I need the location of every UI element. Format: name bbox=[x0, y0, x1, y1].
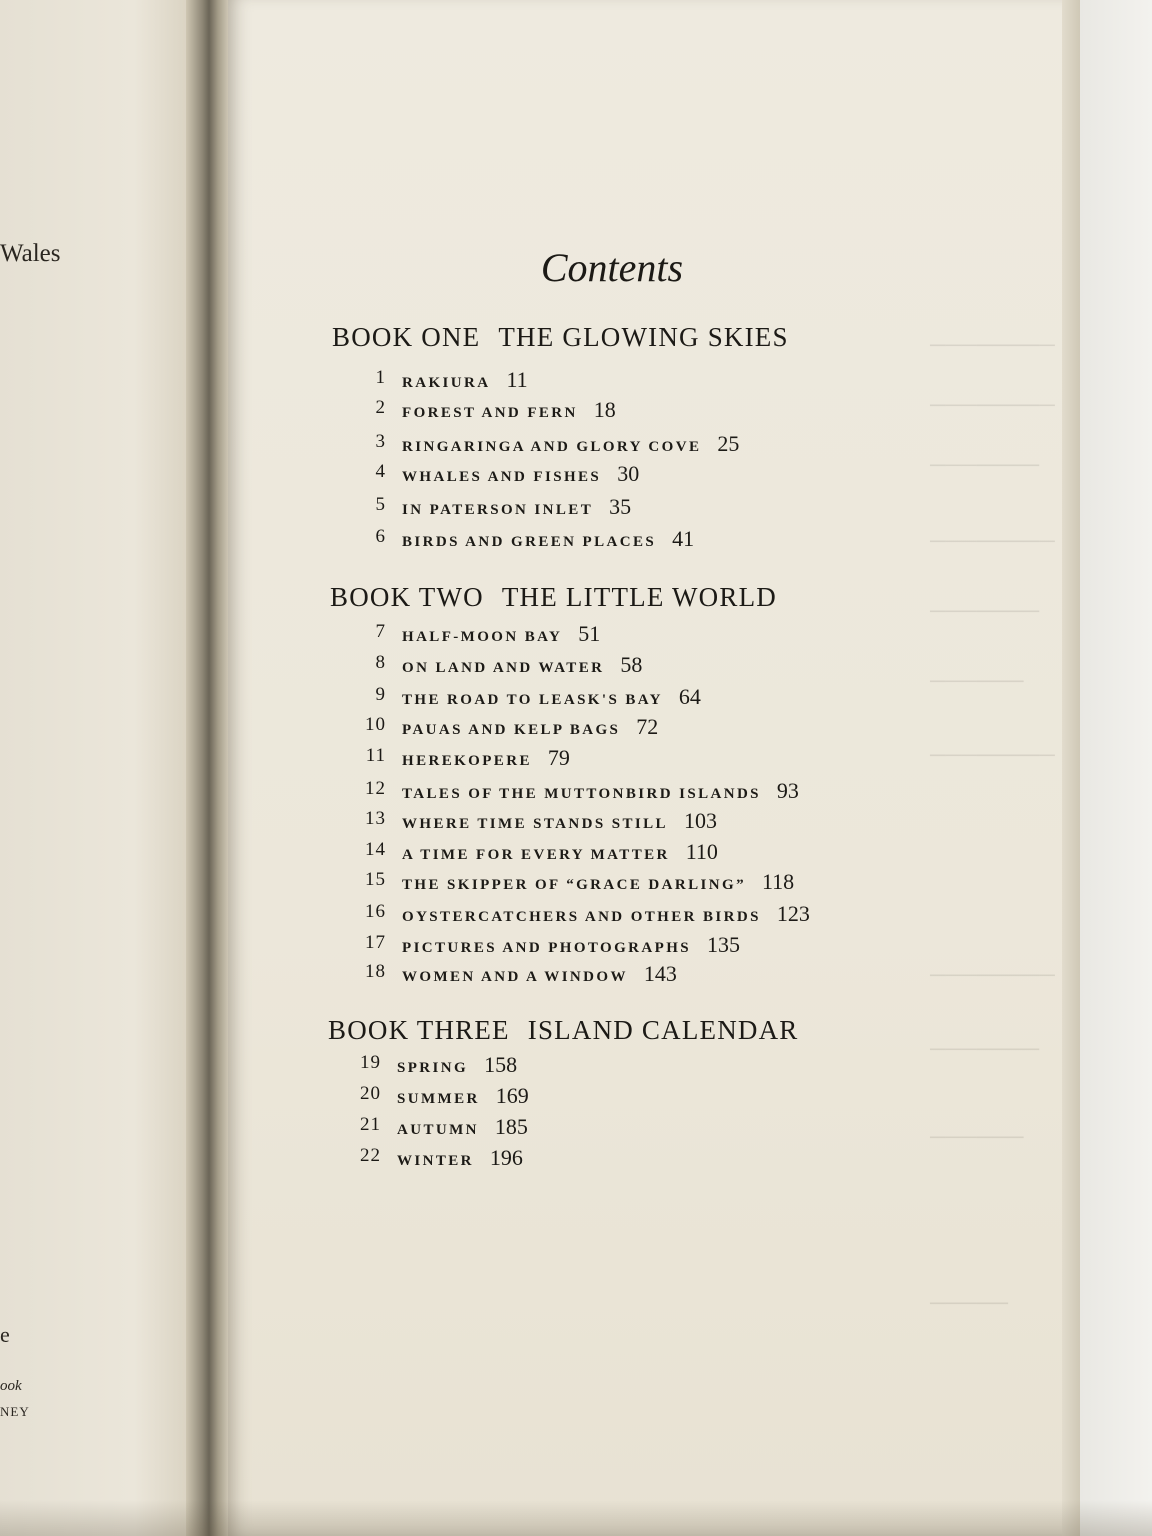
chapter-title: WHALES AND FISHES bbox=[402, 469, 602, 485]
book-heading bbox=[328, 1015, 799, 1046]
book-name: THE LITTLE WORLD bbox=[501, 582, 777, 612]
left-page-fragment: ook bbox=[0, 1378, 22, 1394]
toc-entry[interactable] bbox=[365, 901, 810, 927]
chapter-number: 8 bbox=[375, 652, 386, 673]
chapter-title: ON LAND AND WATER bbox=[402, 660, 605, 676]
page-number: 93 bbox=[776, 778, 799, 803]
page-number: 79 bbox=[547, 745, 570, 770]
chapter-title: SPRING bbox=[397, 1060, 469, 1076]
chapter-title: THE ROAD TO LEASK'S BAY bbox=[402, 692, 663, 708]
page-number: 35 bbox=[609, 494, 632, 519]
chapter-title: PICTURES AND PHOTOGRAPHS bbox=[402, 940, 692, 956]
chapter-number: 21 bbox=[360, 1114, 381, 1135]
chapter-title: RAKIURA bbox=[402, 375, 491, 391]
toc-entry[interactable] bbox=[375, 461, 640, 487]
left-page bbox=[0, 0, 192, 1536]
toc-entry[interactable] bbox=[375, 367, 528, 393]
page-number: 41 bbox=[672, 526, 695, 551]
toc-entry[interactable] bbox=[375, 494, 632, 520]
page-number: 18 bbox=[593, 397, 616, 422]
chapter-number: 15 bbox=[365, 869, 386, 890]
page-number: 123 bbox=[776, 901, 810, 926]
toc-entry[interactable] bbox=[365, 745, 570, 771]
chapter-number: 10 bbox=[365, 714, 386, 735]
page-number: 110 bbox=[685, 839, 718, 864]
chapter-number: 1 bbox=[375, 367, 386, 388]
chapter-number: 13 bbox=[365, 808, 386, 829]
page-number: 118 bbox=[761, 869, 795, 894]
page-title: Contents bbox=[540, 245, 684, 290]
page-number: 103 bbox=[683, 808, 717, 833]
chapter-title: THE SKIPPER OF “GRACE DARLING” bbox=[402, 877, 746, 893]
toc-entry[interactable] bbox=[375, 397, 616, 423]
chapter-title: IN PATERSON INLET bbox=[402, 502, 594, 518]
chapter-title: SUMMER bbox=[397, 1091, 480, 1107]
chapter-title: TALES OF THE MUTTONBIRD ISLANDS bbox=[402, 786, 761, 802]
book-label: BOOK THREE bbox=[328, 1015, 510, 1045]
chapter-number: 14 bbox=[365, 839, 386, 860]
book-label: BOOK ONE bbox=[332, 322, 481, 352]
chapter-title: WINTER bbox=[397, 1153, 474, 1169]
toc-entry[interactable] bbox=[365, 778, 799, 804]
page-number: 51 bbox=[578, 621, 601, 646]
chapter-number: 7 bbox=[375, 621, 386, 642]
page-number: 143 bbox=[643, 961, 677, 986]
page-number: 185 bbox=[494, 1114, 528, 1139]
chapter-number: 4 bbox=[375, 461, 386, 482]
chapter-number: 20 bbox=[360, 1083, 381, 1104]
page-number: 25 bbox=[717, 431, 740, 456]
chapter-title: OYSTERCATCHERS AND OTHER BIRDS bbox=[402, 909, 761, 925]
table-surface bbox=[1080, 0, 1152, 1536]
left-page-fragment: NEY bbox=[0, 1404, 30, 1419]
book-heading bbox=[332, 322, 789, 353]
chapter-title: BIRDS AND GREEN PLACES bbox=[402, 534, 657, 550]
toc-entry[interactable] bbox=[365, 714, 659, 740]
toc-entry[interactable] bbox=[375, 684, 701, 710]
page-number: 11 bbox=[506, 367, 528, 392]
page-number: 64 bbox=[678, 684, 701, 709]
chapter-title: WOMEN AND A WINDOW bbox=[402, 969, 628, 985]
page-edge bbox=[1062, 0, 1080, 1536]
toc-entry[interactable] bbox=[375, 431, 740, 457]
toc-entry[interactable] bbox=[360, 1052, 518, 1078]
chapter-number: 5 bbox=[375, 494, 386, 515]
chapter-number: 2 bbox=[375, 397, 386, 418]
toc-entry[interactable] bbox=[360, 1114, 528, 1140]
book-name: THE GLOWING SKIES bbox=[498, 322, 789, 352]
chapter-number: 22 bbox=[360, 1145, 381, 1166]
page-number: 196 bbox=[489, 1145, 523, 1170]
bottom-shadow bbox=[0, 1500, 1152, 1536]
page-number: 169 bbox=[495, 1083, 529, 1108]
toc-entry[interactable] bbox=[365, 869, 795, 895]
toc-entry[interactable] bbox=[365, 961, 677, 987]
chapter-number: 18 bbox=[365, 961, 386, 982]
chapter-number: 11 bbox=[365, 745, 386, 766]
chapter-number: 16 bbox=[365, 901, 386, 922]
chapter-title: FOREST AND FERN bbox=[402, 405, 578, 421]
page-number: 135 bbox=[707, 932, 741, 957]
page-number: 30 bbox=[617, 461, 640, 486]
page-number: 158 bbox=[484, 1052, 518, 1077]
chapter-number: 17 bbox=[365, 932, 386, 953]
chapter-number: 9 bbox=[375, 684, 386, 705]
left-page-fragment: Wales bbox=[0, 240, 61, 267]
toc-entry[interactable] bbox=[375, 652, 643, 678]
chapter-number: 12 bbox=[365, 778, 386, 799]
book-name: ISLAND CALENDAR bbox=[527, 1015, 799, 1045]
toc-entry[interactable] bbox=[365, 932, 741, 958]
toc-entry[interactable] bbox=[375, 621, 601, 647]
book-gutter bbox=[186, 0, 232, 1536]
toc-entry[interactable] bbox=[375, 526, 695, 552]
chapter-title: PAUAS AND KELP BAGS bbox=[402, 722, 621, 738]
chapter-title: WHERE TIME STANDS STILL bbox=[402, 816, 668, 832]
toc-entry[interactable] bbox=[365, 808, 717, 834]
toc-entry[interactable] bbox=[360, 1145, 523, 1171]
chapter-title: RINGARINGA AND GLORY COVE bbox=[402, 439, 702, 455]
chapter-title: AUTUMN bbox=[397, 1122, 479, 1138]
left-page-fragment: e bbox=[0, 1322, 10, 1347]
chapter-number: 6 bbox=[375, 526, 386, 547]
book-heading bbox=[330, 582, 777, 613]
chapter-number: 19 bbox=[360, 1052, 381, 1073]
book-label: BOOK TWO bbox=[330, 582, 484, 612]
toc-entry[interactable] bbox=[365, 839, 718, 865]
chapter-title: HALF-MOON BAY bbox=[402, 629, 563, 645]
chapter-title: A TIME FOR EVERY MATTER bbox=[402, 847, 670, 863]
chapter-number: 3 bbox=[375, 431, 386, 452]
toc-entry[interactable] bbox=[360, 1083, 529, 1109]
page-number: 72 bbox=[636, 714, 659, 739]
chapter-title: HEREKOPERE bbox=[402, 753, 532, 769]
page-number: 58 bbox=[620, 652, 643, 677]
